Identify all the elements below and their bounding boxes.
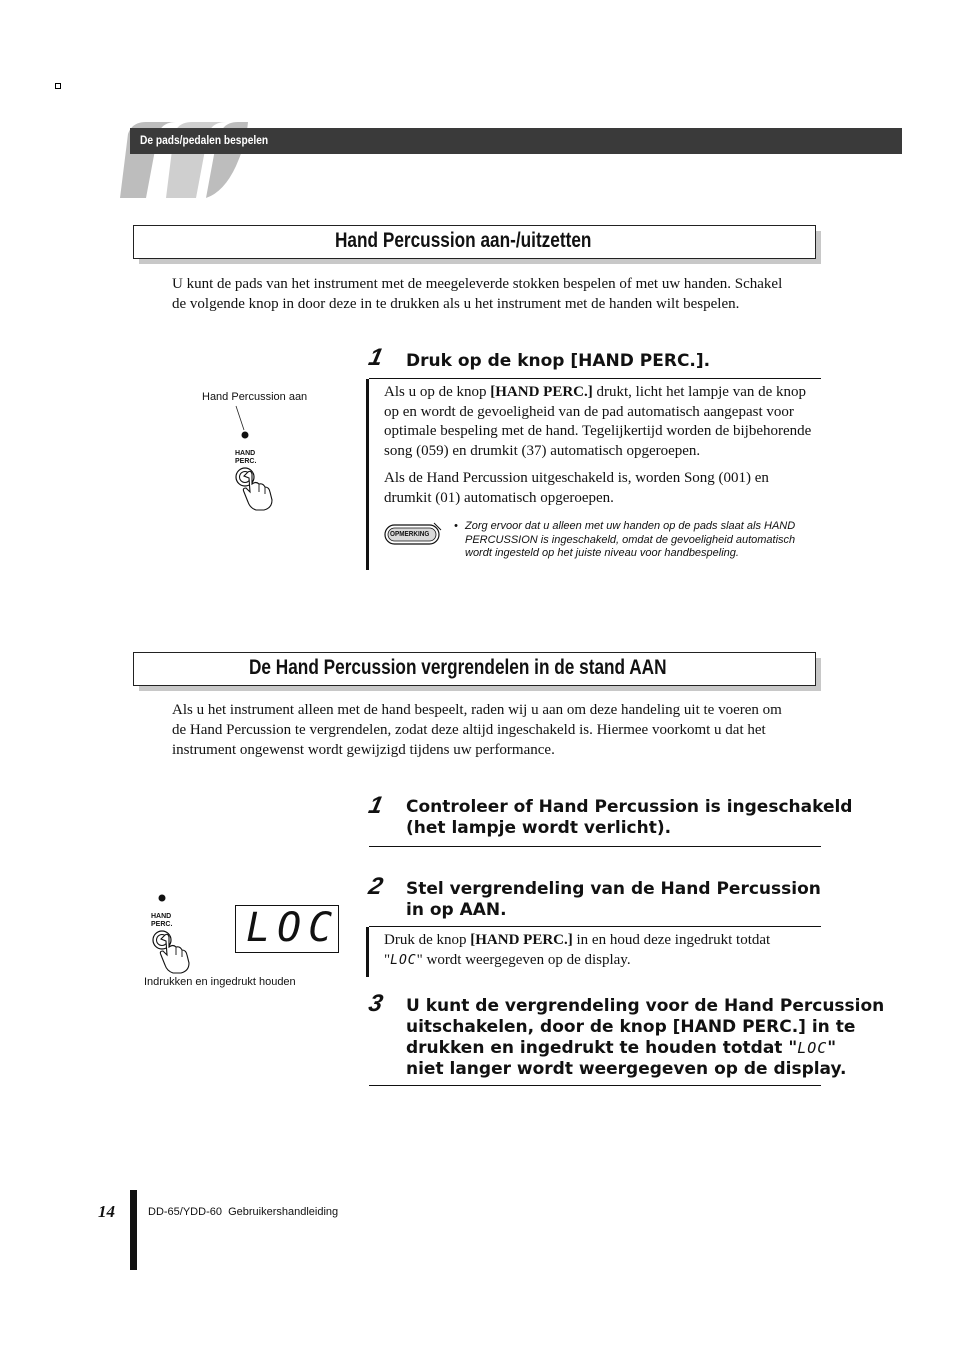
step-heading: Druk op de knop [HAND PERC.]. [406,351,711,371]
section2-intro: Als u het instrument alleen met de hand bespeelt, raden wij u aan om deze handeling uit te voeren om de Hand Percussion te vergrendelen, zodat deze altijd ingeschakeld is. Hiermee voorkomt u dat het instrument ongewenst wordt gewijzigd tijdens uw performance. [172,702,782,758]
step-heading: Stel vergrendeling van de Hand Percussion in op AAN. [406,879,821,920]
note-bullet: • [454,520,458,532]
footer-bar [130,1190,137,1270]
step-rule [369,378,821,379]
step-heading: U kunt de vergrendeling voor de Hand Percussion uitschakelen, door de knop [HAND PERC.] in te drukken en ingedrukt te houden totdat "LOC" niet langer wordt weergegeven op de display. [406,996,885,1079]
note-badge-label: OPMERKING [390,529,430,538]
corner-mark [55,83,61,89]
step-number: 2 [366,873,386,900]
note-text: Zorg ervoor dat u alleen met uw handen op de pads slaat als HAND PERCUSSION is ingeschakeld, omdat de gevoeligheid automatisch wordt ingesteld op het juiste niveau voor handbespeling. [465,520,796,559]
hand-perc-button-illustration [230,404,290,516]
illustration-caption: Indrukken en ingedrukt houden [144,976,296,988]
step-number: 3 [366,990,386,1017]
section1-title: Hand Percussion aan-/uitzetten [335,229,592,252]
manual-title: DD-65/YDD-60 Gebruikershandleiding [148,1206,339,1218]
lamp-icon [242,432,249,439]
page-number: 14 [98,1202,115,1221]
svg-text:PERC.: PERC. [151,921,173,928]
step-rule [369,926,821,927]
button-label-perc: PERC. [235,458,257,465]
step-number: 1 [366,344,386,371]
step-rule [369,1085,821,1086]
step-heading: Controleer of Hand Percussion is ingeschakeld (het lampje wordt verlicht). [406,797,853,838]
lcd-inline-text: LOC [390,953,417,968]
step-rule [369,846,821,847]
illustration-label: Hand Percussion aan [202,391,308,403]
step2-body: Druk de knop [HAND PERC.] in en houd deze ingedrukt totdat "LOC" wordt weergegeven op de display. [384,932,771,968]
step-number: 1 [366,792,386,819]
step-side-bar [366,927,369,977]
section2-title: De Hand Percussion vergrendelen in de stand AAN [249,656,667,679]
header-section-label: De pads/pedalen bespelen [140,133,269,147]
lcd-display-text: LOC [246,905,340,951]
step1-body: Als u op de knop [HAND PERC.] drukt, licht het lampje van de knop op en wordt de gevoeligheid van de pad automatisch aangepast voor optimale bespeling met de hand. Tegelijkertijd worden de bijbehorende song (059) en drumkit (37) automatisch opgeroepen. Als de Hand Percussion uitgeschakeld is, worden Song (001) en drumkit (01) automatisch opgeroepen. [384,384,812,506]
hand-perc-button-illustration [148,890,208,976]
svg-text:HAND: HAND [151,913,172,920]
section1-intro: U kunt de pads van het instrument met de meegeleverde stokken bespelen of met uw handen. Schakel de volgende knop in door deze in te drukken als u het instrument met de handen wilt bespelen. [172,276,783,312]
lcd-inline-text: LOC [797,1039,828,1057]
button-label-hand: HAND [235,450,256,457]
step-side-bar [366,379,369,570]
lamp-icon [159,895,166,902]
